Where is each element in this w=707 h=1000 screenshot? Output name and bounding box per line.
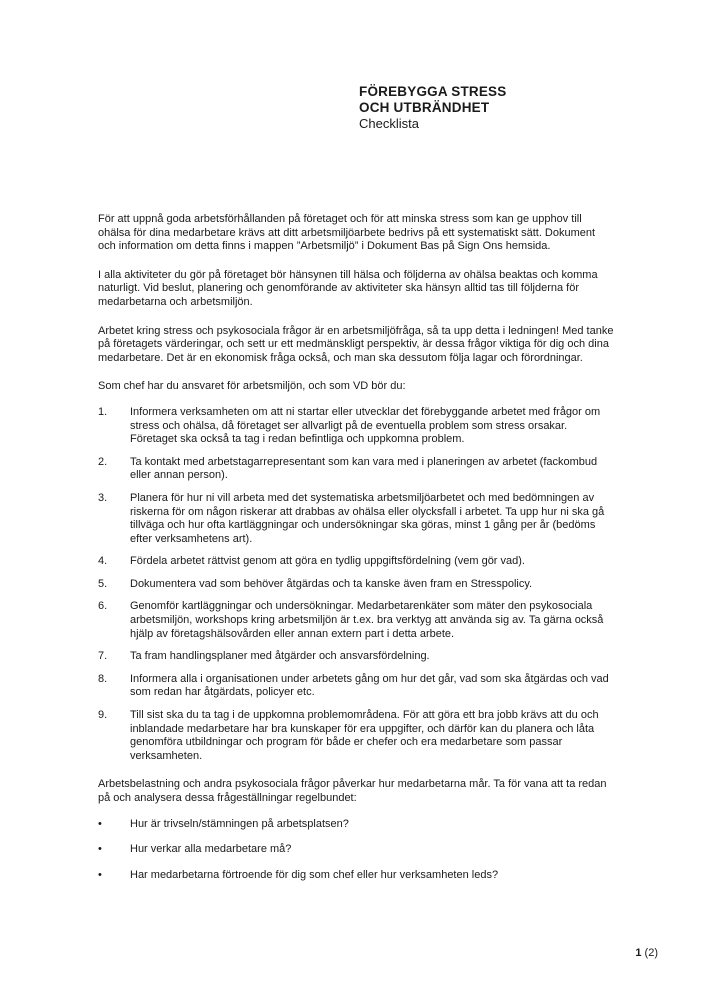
numbered-item-8-marker: 8. xyxy=(98,672,108,685)
numbered-item-6-text: Genomför kartläggningar och undersökningar. Medarbetarenkäter som mäter den psykosociala arbetsmiljön, workshops kring arbetsmiljön är t.ex. bra verktyg att använda sig av. Ta gärna också hjälp av företagshälsovården eller annan extern part i detta arbete. xyxy=(130,600,604,640)
numbered-item-8-text: Informera alla i organisationen under arbetets gång om hur det går, vad som ska åtgärdas och vad som redan har åtgärdats, policyer etc. xyxy=(130,672,609,699)
numbered-item-4-marker: 4. xyxy=(98,555,108,568)
numbered-item-4-text: Fördela arbetet rättvist genom att göra en tydlig uppgiftsfördelning (vem gör vad). xyxy=(130,555,525,568)
numbered-item-6-marker: 6. xyxy=(98,600,108,613)
document-title-line2: OCH UTBRÄNDHET xyxy=(359,100,490,115)
page-number-total: (2) xyxy=(644,947,658,959)
numbered-item-2-text: Ta kontakt med arbetstagarrepresentant som kan vara med i planeringen av arbetet (fackombud eller annan person). xyxy=(130,455,598,482)
page-number xyxy=(635,947,658,960)
bullet-item-1-text: Hur är trivseln/stämningen på arbetsplatsen? xyxy=(130,817,349,830)
page-number-current: 1 xyxy=(635,947,642,959)
numbered-item-3 xyxy=(98,492,614,546)
bullet-item-2 xyxy=(98,843,614,857)
paragraph-questions-intro: Arbetsbelastning och andra psykosociala frågor påverkar hur medarbetarna mår. Ta för vana att ta redan på och analysera dessa frågeställningar regelbundet: xyxy=(98,778,607,804)
numbered-item-5 xyxy=(98,578,614,592)
bullet-marker-icon: • xyxy=(98,817,102,830)
numbered-item-9-marker: 9. xyxy=(98,709,108,722)
document-subtitle: Checklista xyxy=(359,116,419,131)
numbered-item-1 xyxy=(98,406,614,447)
numbered-item-1-marker: 1. xyxy=(98,405,108,418)
bullet-marker-icon: • xyxy=(98,843,102,856)
document-body xyxy=(98,213,614,882)
numbered-item-1-text: Informera verksamheten om att ni startar eller utvecklar det förebyggande arbetet med frågor om stress och ohälsa, då företaget ser allvarligt på de eventuella problem som stress orsakar. Företaget ska också ta tag i redan befintliga och uppkomna problem. xyxy=(130,405,601,446)
paragraph-activities-health: I alla aktiviteter du gör på företaget bör hänsynen till hälsa och följderna av ohälsa beaktas och komma naturligt. Vid beslut, planering och genomförande av aktiviteter ska hänsyn alltid tas till följderna för medarbetarna och arbetsmiljön. xyxy=(98,268,598,308)
numbered-item-4 xyxy=(98,555,614,569)
numbered-item-6 xyxy=(98,600,614,641)
bullet-item-3 xyxy=(98,869,614,883)
numbered-item-5-text: Dokumentera vad som behöver åtgärdas och ta kanske även fram en Stresspolicy. xyxy=(130,577,533,590)
numbered-item-9 xyxy=(98,709,614,763)
numbered-item-7-marker: 7. xyxy=(98,650,108,663)
numbered-item-3-marker: 3. xyxy=(98,491,108,504)
numbered-item-3-text: Planera för hur ni vill arbeta med det systematiska arbetsmiljöarbetet och med bedömningen av riskerna för om någon riskerar att drabbas av ohälsa eller olycksfall i arbetet. Ta upp hur ni ska gå tillväga och hur ofta kartläggningar och undersökningar ska göras, minst 1 gång per år (bedöms efter verksamhetens art). xyxy=(130,491,605,545)
paragraph-working-conditions: För att uppnå goda arbetsförhållanden på företaget och för att minska stress som kan ge upphov till ohälsa för dina medarbetare krävs att ditt arbetsmiljöarbete bedrivs på ett systematiskt sätt. Dokument och information om detta finns i mappen ”Arbetsmiljö” i Dokument Bas på Sign Ons hemsida. xyxy=(98,213,596,253)
bullet-item-1 xyxy=(98,818,614,832)
numbered-item-2-marker: 2. xyxy=(98,455,108,468)
numbered-item-2 xyxy=(98,456,614,483)
bullet-item-3-text: Har medarbetarna förtroende för dig som chef eller hur verksamheten leds? xyxy=(130,868,499,881)
numbered-item-7-text: Ta fram handlingsplaner med åtgärder och ansvarsfördelning. xyxy=(130,650,430,663)
document-title-block xyxy=(359,84,506,132)
numbered-list-intro: Som chef har du ansvaret för arbetsmiljön, och som VD bör du: xyxy=(98,380,406,393)
numbered-list xyxy=(98,406,614,763)
numbered-item-9-text: Till sist ska du ta tag i de uppkomna problemområdena. För att göra ett bra jobb krävs att du och inblandade medarbetare har bra kunskaper för era uppgifter, och därför kan du planera och låta genomföra utbildningar och program för både er chefer och era medarbetare som passar verksamheten. xyxy=(130,709,599,762)
numbered-item-5-marker: 5. xyxy=(98,577,108,590)
paragraph-stress-management-issue: Arbetet kring stress och psykosociala frågor är en arbetsmiljöfråga, så ta upp detta i ledningen! Med tanke på företagets värderingar, och sett ur ett medmänskligt perspektiv, är dessa frågor viktiga för dig och dina medarbetare. Det är en ekonomisk fråga också, och man ska dessutom följa lagar och förordningar. xyxy=(98,324,614,364)
numbered-item-8 xyxy=(98,673,614,700)
bullet-marker-icon: • xyxy=(98,868,102,881)
document-title-line1: FÖREBYGGA STRESS xyxy=(359,84,507,99)
bullet-list xyxy=(98,818,614,883)
bullet-item-2-text: Hur verkar alla medarbetare må? xyxy=(130,843,292,856)
numbered-item-7 xyxy=(98,650,614,664)
